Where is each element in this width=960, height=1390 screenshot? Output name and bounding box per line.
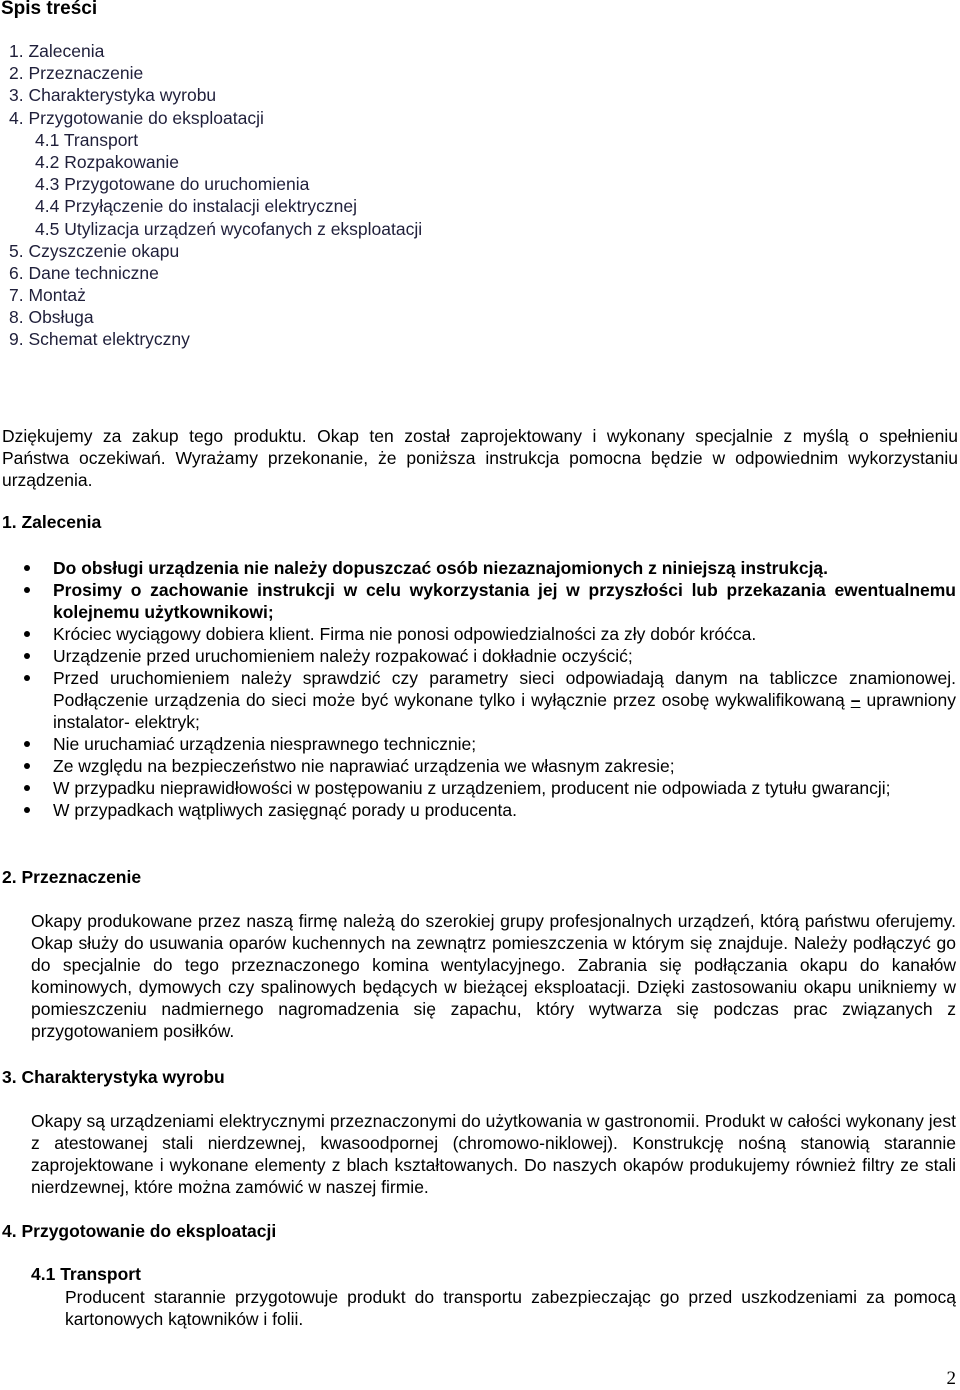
list-item: Nie uruchamiać urządzenia niesprawnego technicznie; <box>20 733 956 755</box>
section-2-heading: 2. Przeznaczenie <box>2 867 142 887</box>
bullet-icon <box>24 785 30 791</box>
list-item: Króciec wyciągowy dobiera klient. Firma nie ponosi odpowiedzialności za zły dobór króćca. <box>20 623 956 645</box>
list-item: Do obsługi urządzenia nie należy dopuszczać osób niezaznajomionych z niniejszą instrukcją. <box>20 557 956 579</box>
section-3-paragraph: Okapy są urządzeniami elektrycznymi przeznaczonymi do użytkowania w gastronomii. Produkt w całości wykonany jest z atestowanej stali nierdzewnej, kwasoodpornej (chromowo-niklowej). Konstrukcję nośną stanowią starannie zaprojektowane i wykonane elementy z blach kształtowanych. Do naszych okapów produkujemy również filtry ze stali nierdzewnej, które można zamówić w naszej firmie. <box>31 1111 956 1197</box>
section-1-heading: 1. Zalecenia <box>2 512 102 532</box>
bullet-icon <box>24 565 30 571</box>
bullet-icon <box>24 807 30 813</box>
toc-item: 4. Przygotowanie do eksploatacji <box>9 107 264 128</box>
section-2-paragraph: Okapy produkowane przez naszą firmę należą do szerokiej grupy profesjonalnych urządzeń, którą państwu oferujemy. Okap służy do usuwania oparów kuchennych na zewnątrz pomieszczenia w którym się znajduje. Należy podłączyć go do specjalnie do tego przeznaczonego komina wentylacyjnego. Zabrania się podłączania okapu do kanałów kominowych, dymowych czy spalinowych będących w bieżącej eksploatacji. Dzięki zastosowaniu okapu unikniemy w pomieszczeniu nadmiernego nagromadzenia się zapachu, który wytwarza się podczas prac związanych z przygotowaniem posiłków. <box>31 911 956 1041</box>
list-item: Urządzenie przed uruchomieniem należy rozpakować i dokładnie oczyścić; <box>20 645 956 667</box>
toc-item: 8. Obsługa <box>9 307 94 328</box>
table-of-contents <box>9 40 422 351</box>
toc-item: 7. Montaż <box>9 285 86 306</box>
page-number: 2 <box>946 1368 956 1389</box>
section-3-heading: 3. Charakterystyka wyrobu <box>2 1067 225 1087</box>
toc-item: 4.5 Utylizacja urządzeń wycofanych z eksploatacji <box>35 218 423 239</box>
section-4-1-paragraph: Producent starannie przygotowuje produkt do transportu zabezpieczając go przed uszkodzeniami za pomocą kartonowych kątowników i folii. <box>65 1287 956 1329</box>
section-4-1-heading: 4.1 Transport <box>31 1264 141 1284</box>
toc-item: 9. Schemat elektryczny <box>9 329 190 350</box>
bullet-icon <box>24 675 30 681</box>
toc-item: 4.2 Rozpakowanie <box>35 151 179 172</box>
bullet-icon <box>24 587 30 593</box>
list-item: W przypadkach wątpliwych zasięgnąć porady u producenta. <box>20 799 956 821</box>
bullet-icon <box>24 763 30 769</box>
list-item: Prosimy o zachowanie instrukcji w celu wykorzystania jej w przyszłości lub przekazania ewentualnemu kolejnemu użytkownikowi; <box>20 579 956 623</box>
toc-item: 6. Dane techniczne <box>9 262 159 283</box>
toc-item: 4.1 Transport <box>35 129 139 150</box>
toc-item: 1. Zalecenia <box>9 41 105 61</box>
intro-paragraph: Dziękujemy za zakup tego produktu. Okap ten został zaprojektowany i wykonany specjalnie z myślą o spełnieniu Państwa oczekiwań. Wyrażamy przekonanie, że poniższa instrukcja pomocna będzie w odpowiednim wykorzystaniu urządzenia. <box>2 426 958 490</box>
toc-title: Spis treści <box>1 0 98 19</box>
section-4-heading: 4. Przygotowanie do eksploatacji <box>2 1221 277 1241</box>
toc-item: 2. Przeznaczenie <box>9 63 144 84</box>
bullet-icon <box>24 741 30 747</box>
recommendations-list <box>20 557 956 821</box>
toc-item: 4.3 Przygotowane do uruchomienia <box>35 174 310 195</box>
list-item: W przypadku nieprawidłowości w postępowaniu z urządzeniem, producent nie odpowiada z tytułu gwarancji; <box>20 777 956 799</box>
bullet-icon <box>24 653 30 659</box>
toc-item: 4.4 Przyłączenie do instalacji elektrycznej <box>35 196 357 217</box>
list-item: Ze względu na bezpieczeństwo nie naprawiać urządzenia we własnym zakresie; <box>20 755 956 777</box>
toc-item: 5. Czyszczenie okapu <box>9 240 180 261</box>
list-item: Przed uruchomieniem należy sprawdzić czy parametry sieci odpowiadają danym na tabliczce znamionowej. Podłączenie urządzenia do sieci może być wykonane tylko i wyłącznie przez osobę wykwalifikowaną – uprawniony instalator- elektryk; <box>20 667 956 733</box>
bullet-icon <box>24 631 30 637</box>
toc-item: 3. Charakterystyka wyrobu <box>9 85 217 106</box>
